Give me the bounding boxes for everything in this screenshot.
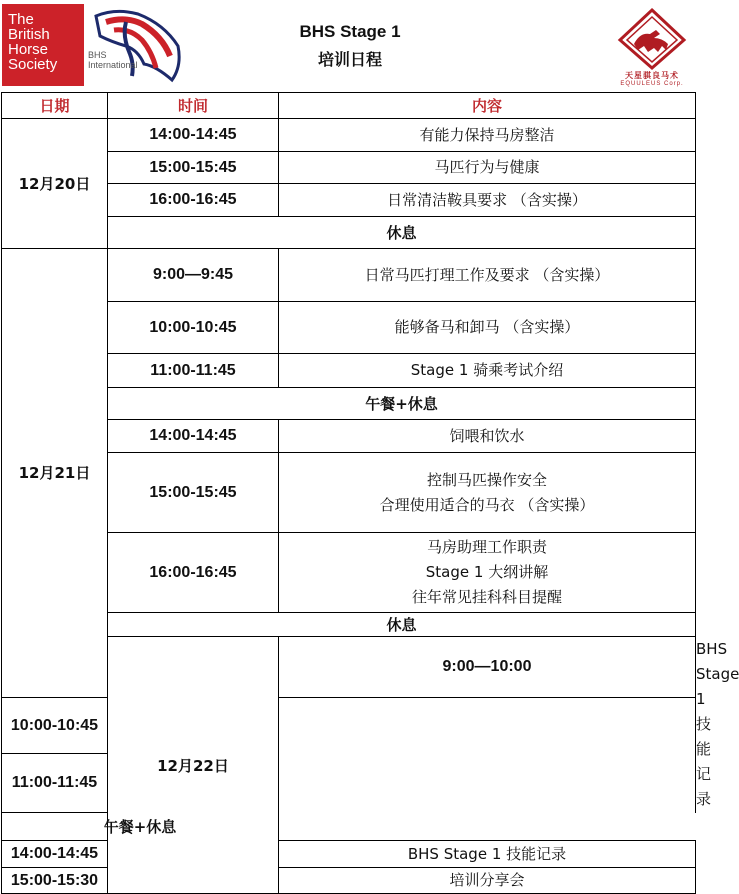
content-line: Stage 1 骑乘考试介绍 bbox=[410, 361, 564, 379]
date-cell: 12月20日 bbox=[2, 119, 108, 249]
content-line: 控制马匹操作安全 bbox=[426, 470, 547, 489]
time-cell: 9:00—10:00 bbox=[279, 637, 696, 698]
time-cell: 15:00-15:30 bbox=[2, 868, 108, 894]
content-line: 日常清洁鞍具要求 （含实操） bbox=[387, 190, 587, 209]
column-header-date: 日期 bbox=[2, 93, 108, 119]
time-cell: 11:00-11:45 bbox=[2, 754, 108, 813]
bhs-logo-line: The bbox=[8, 11, 34, 28]
equuleus-logo bbox=[612, 8, 692, 88]
column-header-content: 内容 bbox=[279, 93, 696, 119]
horse-head-icon bbox=[86, 6, 184, 86]
break-cell: 休息 bbox=[108, 217, 696, 249]
page-subtitle: 培训日程 bbox=[317, 50, 382, 69]
break-cell: 午餐+休息 bbox=[2, 813, 279, 841]
content-line: 马匹行为与健康 bbox=[434, 158, 540, 176]
content-line: 培训分享会 bbox=[449, 871, 525, 889]
time-cell: 14:00-14:45 bbox=[2, 841, 108, 868]
bhs-logo-line: Horse bbox=[8, 41, 49, 58]
schedule-table bbox=[1, 92, 739, 894]
bhs-international-logo bbox=[86, 6, 184, 86]
break-cell: 休息 bbox=[108, 613, 696, 637]
time-cell: 10:00-10:45 bbox=[2, 697, 108, 753]
time-cell: 16:00-16:45 bbox=[108, 533, 279, 613]
content-line: 饲喂和饮水 bbox=[449, 426, 525, 445]
content-line: Stage 1 大纲讲解 bbox=[425, 563, 549, 581]
content-cell bbox=[279, 302, 696, 354]
break-row bbox=[2, 813, 696, 841]
column-header-time: 时间 bbox=[108, 93, 279, 119]
time-cell: 15:00-15:45 bbox=[108, 152, 279, 184]
content-cell bbox=[279, 152, 696, 184]
content-cell bbox=[279, 119, 696, 152]
content-cell bbox=[279, 533, 696, 613]
content-cell bbox=[279, 453, 696, 533]
time-cell: 11:00-11:45 bbox=[108, 354, 279, 388]
bhs-intl-line: International bbox=[88, 60, 138, 70]
content-cell bbox=[279, 420, 696, 453]
content-line: 能够备马和卸马 （含实操） bbox=[394, 318, 580, 336]
horses-emblem-icon bbox=[612, 8, 692, 70]
content-cell bbox=[279, 184, 696, 217]
equuleus-cn-name: 天星骐良马术 bbox=[625, 71, 679, 80]
page-title: BHS Stage 1 bbox=[299, 22, 401, 41]
table-row bbox=[2, 754, 696, 813]
table-row bbox=[2, 868, 696, 894]
table-header-row bbox=[2, 93, 696, 119]
bhs-logo-line: British bbox=[8, 26, 50, 43]
table-row bbox=[2, 841, 696, 868]
content-line: 往年常见挂科科目提醒 bbox=[411, 588, 562, 606]
time-cell: 14:00-14:45 bbox=[108, 119, 279, 152]
time-cell: 15:00-15:45 bbox=[108, 453, 279, 533]
content-line: 有能力保持马房整洁 bbox=[419, 125, 555, 144]
content-cell bbox=[279, 868, 696, 894]
time-cell: 14:00-14:45 bbox=[108, 420, 279, 453]
table-row bbox=[2, 697, 696, 753]
time-cell: 10:00-10:45 bbox=[108, 302, 279, 354]
content-cell bbox=[279, 249, 696, 302]
header bbox=[0, 0, 696, 92]
equuleus-en-name: EQUULEUS Corp. bbox=[620, 81, 684, 87]
table-row bbox=[2, 249, 696, 302]
content-line: 马房助理工作职责 bbox=[426, 538, 547, 556]
content-cell bbox=[279, 354, 696, 388]
bhs-logo bbox=[2, 4, 84, 86]
content-line: BHS Stage 1 技能记录 bbox=[407, 844, 567, 863]
table-row: 12月22日 9:00—10:00 BHS Stage 1 技能记录 bbox=[2, 637, 696, 698]
content-line: 合理使用适合的马衣 （含实操） bbox=[379, 495, 595, 514]
content-line: 日常马匹打理工作及要求 （含实操） bbox=[364, 265, 610, 284]
break-cell: 午餐+休息 bbox=[108, 388, 696, 420]
content-cell bbox=[279, 841, 696, 868]
time-cell: 16:00-16:45 bbox=[108, 184, 279, 217]
date-cell: 12月22日 bbox=[108, 637, 279, 894]
table-row bbox=[2, 119, 696, 152]
bhs-intl-line: BHS bbox=[88, 50, 107, 60]
time-cell: 9:00—9:45 bbox=[108, 249, 279, 302]
bhs-logo-line: Society bbox=[8, 56, 58, 73]
date-cell: 12月21日 bbox=[2, 249, 108, 698]
